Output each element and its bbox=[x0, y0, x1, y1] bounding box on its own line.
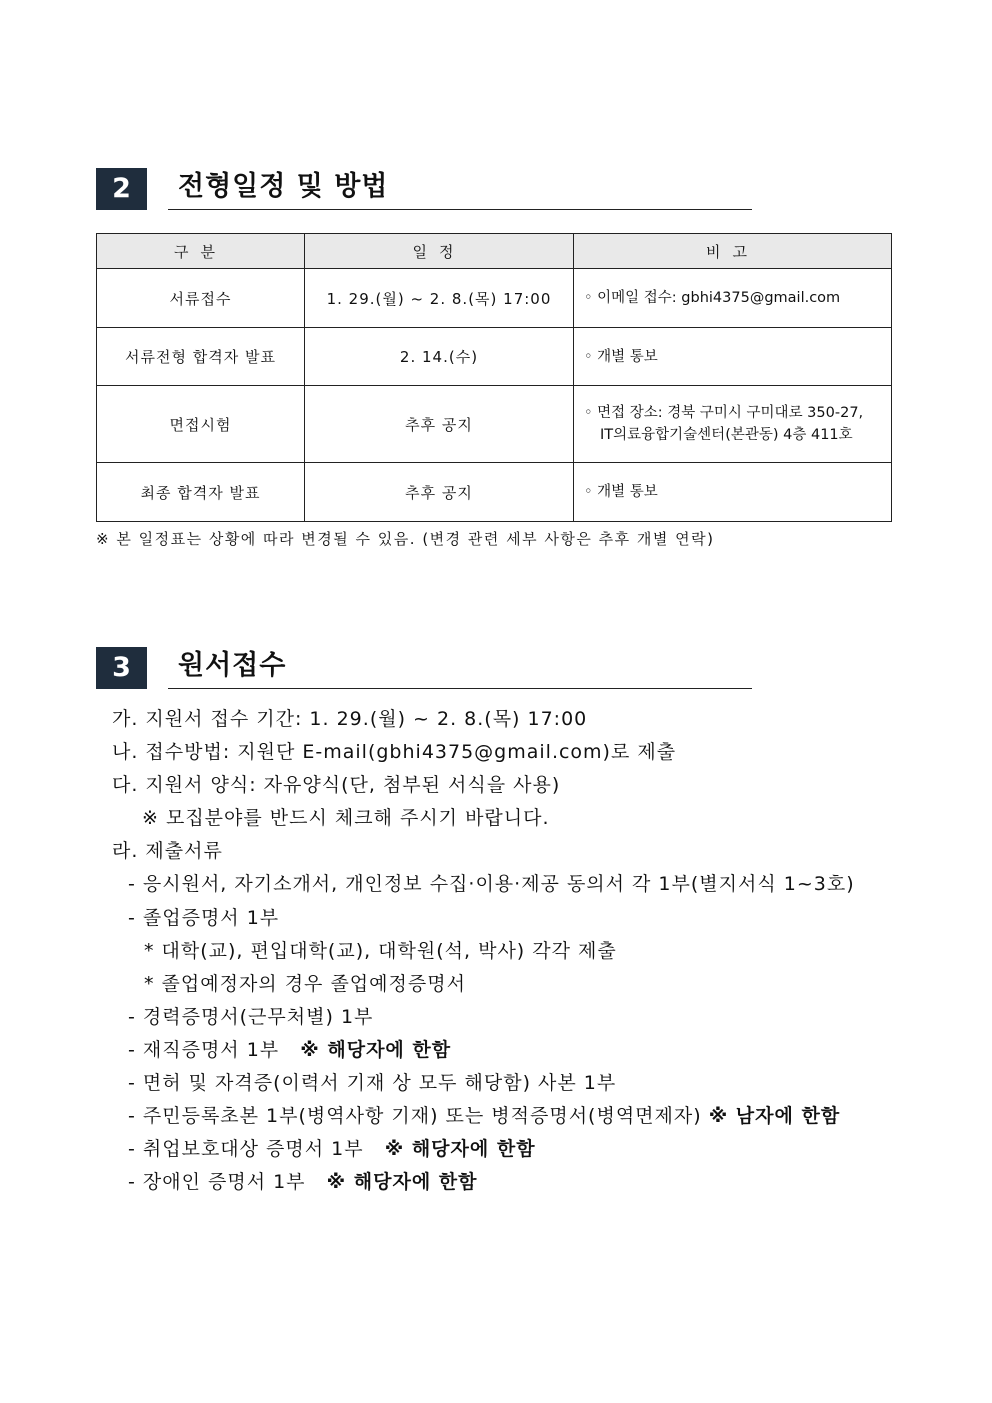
document-item: - 졸업증명서 1부 bbox=[128, 906, 280, 929]
document-item: - 면허 및 자격증(이력서 기재 상 모두 해당함) 사본 1부 bbox=[128, 1072, 617, 1095]
cell-note bbox=[574, 269, 892, 328]
note-line: ◦ 개별 통보 bbox=[584, 348, 658, 365]
note-line: ◦ 개별 통보 bbox=[584, 484, 658, 500]
schedule-table bbox=[96, 233, 892, 522]
application-period: 가. 지원서 접수 기간: 1. 29.(월) ~ 2. 8.(목) 17:00 bbox=[112, 708, 588, 730]
document-condition: ※ 남자에 한함 bbox=[708, 1105, 841, 1128]
cell-note bbox=[574, 463, 892, 522]
application-details bbox=[112, 703, 912, 1199]
header-note: 비고 bbox=[574, 234, 892, 269]
document-condition: ※ 해당자에 한함 bbox=[326, 1171, 478, 1194]
document-condition: ※ 해당자에 한함 bbox=[384, 1138, 536, 1161]
section-3-heading bbox=[96, 647, 752, 691]
note-line: ◦ 이메일 접수: gbhi4375@gmail.com bbox=[584, 290, 841, 306]
cell-date: 추후 공지 bbox=[305, 386, 574, 463]
table-header-row bbox=[97, 234, 892, 269]
cell-date: 추후 공지 bbox=[305, 463, 574, 522]
note-line: ◦ 면접 장소: 경북 구미시 구미대로 350-27, bbox=[584, 405, 864, 421]
application-method: 나. 접수방법: 지원단 E-mail(gbhi4375@gmail.com)로 제출 bbox=[112, 741, 677, 764]
section-2-heading bbox=[96, 168, 752, 212]
table-row bbox=[97, 269, 892, 328]
document-label: - 취업보호대상 증명서 1부 bbox=[128, 1138, 364, 1161]
document-label: - 주민등록초본 1부(병역사항 기재) 또는 병적증명서(병역면제자) bbox=[128, 1105, 702, 1128]
table-row bbox=[97, 463, 892, 522]
section-underline bbox=[168, 688, 752, 689]
document-condition: ※ 해당자에 한함 bbox=[300, 1038, 452, 1061]
cell-date: 1. 29.(월) ~ 2. 8.(목) 17:00 bbox=[305, 269, 574, 328]
note-line: IT의료융합기술센터(본관동) 4층 411호 bbox=[600, 427, 853, 443]
table-row bbox=[97, 328, 892, 386]
cell-date: 2. 14.(수) bbox=[305, 328, 574, 386]
cell-note bbox=[574, 386, 892, 463]
document-subitem: * 졸업예정자의 경우 졸업예정증명서 bbox=[144, 972, 466, 995]
document-subitem: * 대학(교), 편입대학(교), 대학원(석, 박사) 각각 제출 bbox=[144, 939, 617, 962]
document-item: - 응시원서, 자기소개서, 개인정보 수집·이용·제공 동의서 각 1부(별지서식 1~3호) bbox=[128, 873, 855, 896]
application-form-note: ※ 모집분야를 반드시 체크해 주시기 바랍니다. bbox=[142, 807, 550, 830]
document-item bbox=[112, 1166, 912, 1199]
cell-category: 면접시험 bbox=[97, 386, 305, 463]
section-number-badge: 2 bbox=[96, 168, 147, 210]
document-label: - 장애인 증명서 1부 bbox=[128, 1171, 306, 1194]
cell-category: 최종 합격자 발표 bbox=[97, 463, 305, 522]
cell-category: 서류접수 bbox=[97, 269, 305, 328]
section-title: 전형일정 및 방법 bbox=[178, 171, 389, 202]
application-form: 다. 지원서 양식: 자유양식(단, 첨부된 서식을 사용) bbox=[112, 774, 561, 797]
document-item: - 경력증명서(근무처별) 1부 bbox=[128, 1005, 374, 1028]
document-item bbox=[112, 1034, 912, 1067]
section-underline bbox=[168, 209, 752, 210]
cell-note bbox=[574, 328, 892, 386]
cell-category: 서류전형 합격자 발표 bbox=[97, 328, 305, 386]
document-label: - 재직증명서 1부 bbox=[128, 1038, 280, 1061]
table-footnote: ※ 본 일정표는 상황에 따라 변경될 수 있음. (변경 관련 세부 사항은 추후 개별 연락) bbox=[96, 530, 715, 548]
section-title: 원서접수 bbox=[178, 650, 287, 681]
section-number-badge: 3 bbox=[96, 647, 147, 689]
documents-title: 라. 제출서류 bbox=[112, 840, 223, 863]
document-item bbox=[112, 1133, 912, 1166]
header-date: 일정 bbox=[305, 234, 574, 269]
table-row bbox=[97, 386, 892, 463]
document-item bbox=[112, 1100, 912, 1133]
header-category: 구분 bbox=[97, 234, 305, 269]
